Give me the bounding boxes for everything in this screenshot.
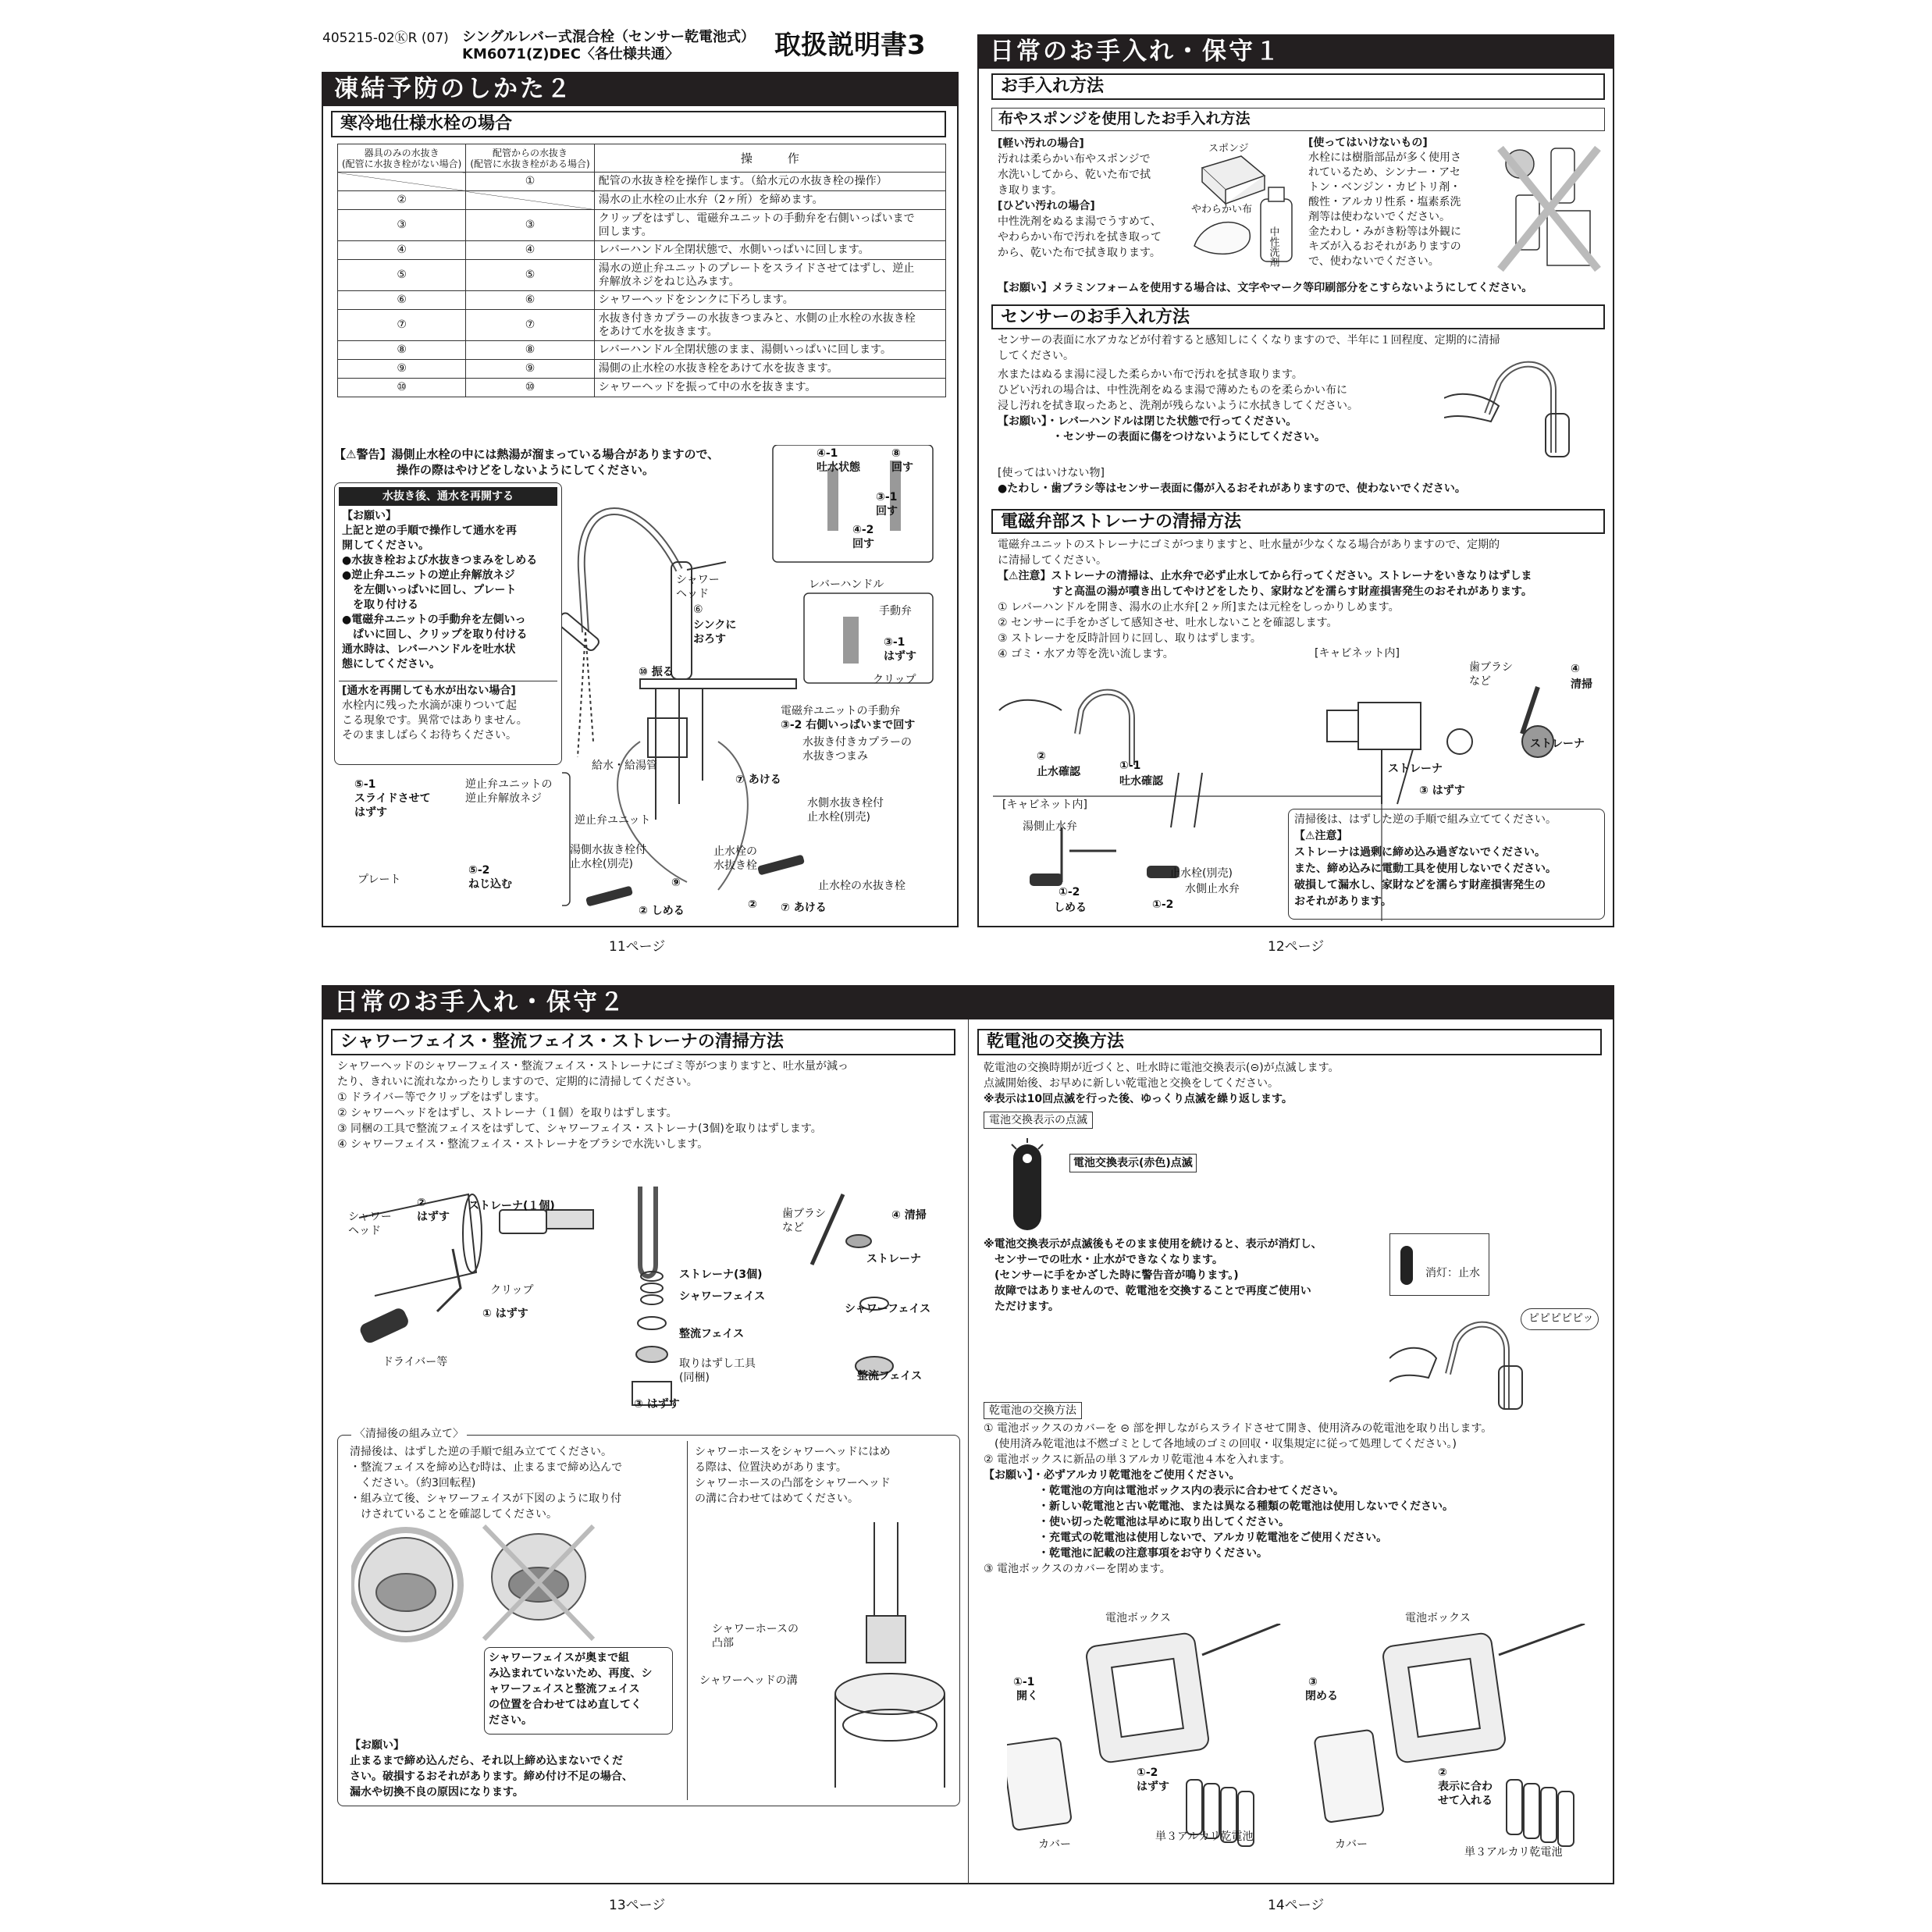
refit-note-text: シャワーフェイスが奥まで組 み込まれていないため、再度、シ ャワーフェイスと整流フェイス の位置を合わせてはめ直してく ださい。	[489, 1652, 653, 1727]
lbl-stopw1: 水側水抜き栓付	[807, 797, 884, 809]
lbl13-strainer: ストレーナ	[866, 1253, 921, 1265]
lbl-coupler2: 水抜きつまみ	[802, 750, 868, 763]
lbl14-cover2: カバー	[1335, 1838, 1368, 1851]
lbl-slide2: はずす	[354, 806, 387, 819]
model-name: KM6071(Z)DEC〈各仕様共通〉	[462, 46, 679, 62]
table-cell: ⑩	[338, 379, 466, 397]
lbl-shake: ⑩ 振る	[639, 666, 674, 678]
lbl13-sface2: シャワーフェイス	[845, 1303, 931, 1315]
table-cell: ①	[466, 173, 594, 191]
dont-use-text: [使ってはいけないもの] 水栓には樹脂部品が多く使用さ れているため、シンナー・アセ トン・ベンジン・カビトリ剤・ 酸性・アルカリ性系・塩素系洗 剤等は使わないでください。 金たわし・みがき粉等は外観に キズが入るおそれがありますの で、使わないでください。	[1308, 137, 1461, 268]
prohibited-items-illustration	[1493, 141, 1606, 277]
lbl-open7b: ⑦ あける	[781, 902, 827, 914]
page-number-11: 11ページ	[609, 939, 666, 955]
lbl13-str1: ストレーナ(１個)	[468, 1200, 555, 1212]
battery-indicator-illustration	[1005, 1137, 1052, 1230]
lbl13-s3: ③ はずす	[634, 1398, 680, 1411]
lbl-drain2: 水抜き栓	[713, 859, 757, 872]
refill-lines: 【お願い】 上記と逆の手順で操作して通水を再 開してください。 ●水抜き栓および水抜きつまみをしめる ●逆止弁ユニットの逆止弁解放ネジ を左側いっぱいに回し、プレート を取り付ける ●電磁弁ユニットの手動弁を左側いっ ぱいに回し、クリップを取り付ける 通水時は、レバーハンドルを吐水状 態にしてください。	[342, 510, 538, 671]
lbl14-disp1: 表示に合わ	[1438, 1781, 1493, 1793]
lbl-s32: ③-2 右側いっぱいまで回す	[781, 719, 916, 731]
lbl-coupler1: 水抜き付きカプラーの	[802, 736, 912, 749]
lbl13-driver: ドライバー等	[382, 1356, 448, 1368]
table-cell: ③	[466, 210, 594, 241]
blink-title: 電池交換表示の点滅	[984, 1112, 1093, 1129]
lbl-s6: ⑥	[693, 603, 703, 616]
table-cell: ④	[466, 241, 594, 260]
lbl-s51: ⑤-1	[354, 778, 376, 791]
blink-label: 電池交換表示(赤色)点滅	[1069, 1154, 1197, 1172]
lbl-stopw2: 止水栓(別売)	[807, 811, 870, 824]
battery-box-illustration-close	[1304, 1624, 1600, 1858]
table-cell: ⑧	[338, 341, 466, 360]
lbl-stoph2: 止水栓(別売)	[570, 858, 633, 870]
hose-text: シャワーホースをシャワーヘッドにはめ る際は、位置決めがあります。 シャワーホースの凸部をシャワーヘッド の溝に合わせてはめてください。	[695, 1446, 891, 1505]
table-cell: ⑨	[466, 360, 594, 379]
lbl-42b: 回す	[852, 538, 874, 550]
lbl-hazusu: はずす	[884, 650, 916, 663]
sensor-dont-text: [使ってはいけない物] ●たわし・歯ブラシ等はセンサー表面に傷が入るおそれがありますので、使わないでください。	[998, 467, 1466, 495]
lbl13-s1: ① はずす	[482, 1308, 528, 1320]
assemble-title: 〈清掃後の組み立て〉	[351, 1427, 467, 1442]
lbl13-shower1: シャワー	[348, 1211, 392, 1223]
p12-sec3: 電磁弁部ストレーナの清掃方法	[991, 509, 1605, 534]
lbl-shower: シャワー	[676, 574, 720, 586]
page-number-14: 14ページ	[1268, 1898, 1325, 1913]
lbl-box2: 電池ボックス	[1405, 1612, 1471, 1624]
battery-box-illustration-open	[1007, 1624, 1288, 1858]
lbl13-s2: ②	[417, 1197, 426, 1209]
table-cell: ⑨	[338, 360, 466, 379]
lbl-supply: 給水・給湯管	[592, 760, 657, 772]
lbl-hose1: シャワーホースの	[712, 1623, 799, 1635]
page-number-13: 13ページ	[609, 1898, 666, 1913]
lbl-clean: 清掃	[1571, 678, 1592, 691]
lbl-lever: レバーハンドル	[809, 578, 884, 591]
lbl-release2: 逆止弁解放ネジ	[465, 792, 542, 805]
table-cell	[466, 191, 594, 210]
lbl-slide1: スライドさせて	[354, 792, 431, 805]
table-cell: ⑥	[466, 291, 594, 310]
noflow-notice: [通水を再開しても水が出ない場合] 水栓内に残った水滴が凍りついて起 こる現象です。異常ではありません。 そのまましばらくお待ちください。	[342, 685, 528, 742]
lbl14-cover1: カバー	[1038, 1838, 1071, 1851]
assemble-text: 清掃後は、はずした逆の手順で組み立ててください。 ・整流フェイスを締め込む時は、止まるまで締め込んで ください。（約3回転程) ・組み立て後、シャワーフェイスが下図のように取り付 けされていることを確認してください。	[350, 1446, 623, 1521]
doc-code: 405215-02ⓀR (07)	[322, 30, 449, 46]
lbl-release1: 逆止弁ユニットの	[465, 778, 553, 791]
table-cell: ⑤	[466, 260, 594, 291]
how-title: 乾電池の交換方法	[984, 1402, 1082, 1419]
lbl-sink1: シンクに	[693, 619, 737, 632]
lbl13-str3: ストレーナ(3個)	[679, 1268, 763, 1281]
lbl-solenoid: 電磁弁ユニットの手動弁	[781, 705, 901, 717]
lbl13-sface: シャワーフェイス	[679, 1290, 766, 1303]
p11-subtitle: 寒冷地仕様水栓の場合	[331, 111, 946, 137]
lbl14-close: 閉める	[1305, 1690, 1338, 1703]
table-cell: 配管の水抜き栓を操作します。（給水元の水抜き栓の操作）	[594, 173, 945, 191]
lbl-spout: 吐水確認	[1119, 775, 1163, 788]
lbl-cloth: やわらかい布	[1191, 204, 1253, 215]
lbl14-open: 開く	[1016, 1690, 1038, 1703]
lbl13-tool1: 取りはずし工具	[679, 1357, 756, 1370]
lbl-hot: 湯側止水弁	[1023, 820, 1077, 833]
page-number-12: 12ページ	[1268, 939, 1325, 955]
lbl13-tool2: (同梱)	[679, 1372, 710, 1384]
please-text: 【お願い】 止まるまで締め込んだら、それ以上締め込まないでくだ さい。破損するおそれがあります。締め付け不足の場合、 漏水や切換不良の原因になります。	[350, 1739, 633, 1799]
lbl-clip: クリップ	[873, 674, 916, 686]
table-cell: ⑦	[338, 310, 466, 341]
melamine-note: 【お願い】メラミンフォームを使用する場合は、文字やマーク等印刷部分をこすらないようにしてください。	[998, 282, 1533, 294]
lbl14-remove: はずす	[1137, 1781, 1169, 1793]
lbl-42: ④-2	[852, 524, 874, 536]
p11-warning-line1: 【⚠警告】湯側止水栓の中には熱湯が溜まっている場合がありますので、	[334, 447, 720, 461]
lbl13-brush1: 歯ブラシ	[782, 1208, 826, 1220]
strainer-clean-text: 電磁弁ユニットのストレーナにゴミがつまりますと、吐水量が少なくなる場合がありますので、定期的 に清掃してください。 【⚠注意】ストレーナの清掃は、止水弁で必ず止水してから行ってください。ストレーナをいきなりはずしま すと高温の湯が噴き出してやけどをしたり、家財などを濡らす財産損害発生のおそれがあります。 ① レバーハンドルを開き、湯水の止水弁[２ヶ所]または元栓をしっかりしめます。 ② センサーに手をかざして感知させ、吐水しないことを確認します。 ③ ストレーナを反時計回りに回し、取りはずします。 ④ ゴミ・水アカ等を洗い流します。	[998, 539, 1532, 660]
lbl-stoph1: 湯側水抜き栓付	[570, 844, 646, 856]
col-header-operation: 操 作	[594, 144, 945, 173]
battery-warning: ※電池交換表示が点滅後もそのまま使用を続けると、表示が消灯し、 センサーでの吐水・止水ができなくなります。 (センサーに手をかざした時に警告音が鳴ります。) 故障ではありませんので、乾電池を交換することで再度ご使用い ただけます。	[984, 1238, 1322, 1313]
table-cell: 水抜き付きカプラーの水抜きつまみと、水側の止水栓の水抜き栓 をあけて水を抜きます。	[594, 310, 945, 341]
lbl14-batt1: 単３アルカリ乾電池	[1155, 1831, 1254, 1843]
lbl-strainer2: ストレーナ	[1388, 763, 1443, 775]
lbl-close12: しめる	[1054, 902, 1087, 914]
lbl-beep: ピピピピピッ	[1528, 1312, 1594, 1325]
lbl-8b: 回す	[891, 461, 913, 474]
lbl-s31: ③-1	[884, 636, 906, 649]
lbl-brush1: 歯ブラシ	[1469, 661, 1513, 674]
table-cell: クリップをはずし、電磁弁ユニットの手動弁を右側いっぱいまで 回します。	[594, 210, 945, 241]
p14-intro: 乾電池の交換時期が近づくと、吐水時に電池交換表示(⊝)が点滅します。 点滅開始後、お早めに新しい乾電池と交換をしてください。 ※表示は10回点滅を行った後、ゆっくり点滅を繰り返します。	[984, 1062, 1340, 1105]
lbl13-seiryu: 整流フェイス	[679, 1328, 745, 1340]
sensor-cleaning-illustration	[1444, 351, 1600, 461]
lbl-8: ⑧	[891, 447, 901, 460]
table-cell: ⑥	[338, 291, 466, 310]
lbl-s12: ①-2	[1059, 886, 1080, 898]
lbl-neutral: 中性洗剤	[1267, 226, 1279, 267]
table-cell: シャワーヘッドをシンクに下ろします。	[594, 291, 945, 310]
hose-alignment-illustration	[820, 1522, 960, 1803]
table-cell: 湯側の止水栓の水抜き栓をあけて水を抜きます。	[594, 360, 945, 379]
lbl-waterside: 水側止水弁	[1185, 883, 1240, 895]
lbl-s11-12: ①-1	[1119, 760, 1141, 772]
lbl14-s12: ①-2	[1137, 1767, 1158, 1779]
lbl-check-unit: 逆止弁ユニット	[575, 814, 651, 827]
lbl-manual: 手動弁	[879, 605, 912, 617]
lbl-stop: 止水確認	[1037, 766, 1080, 778]
lbl-s3: ③ はずす	[1419, 785, 1465, 797]
lbl-screw: ねじ込む	[468, 878, 512, 891]
lbl13-hazusu: はずす	[417, 1211, 450, 1223]
how-steps: ① 電池ボックスのカバーを ⊝ 部を押しながらスライドさせて開き、使用済みの乾電池を取り出します。 (使用済み乾電池は不燃ゴミとして各地域のゴミの回収・収集規定に従って処理してください。) ② 電池ボックスに新品の単３アルカリ乾電池４本を入れます。 【お願い】・必ずアルカリ乾電池をご使用ください。 ・乾電池の方向は電池ボックス内の表示に合わせてください。 ・新しい乾電池と古い乾電池、または異なる種類の乾電池は使用しないでください。 ・使い切った乾電池は早めに取り出してください。 ・充電式の乾電池は使用しないで、アルカリ乾電池をご使用ください。 ・乾電池に記載の注意事項をお守りください。 ③ 電池ボックスのカバーを閉めます。	[984, 1422, 1493, 1575]
table-cell: レバーハンドル全閉状態で、水側いっぱいに回します。	[594, 241, 945, 260]
lbl-sponge: スポンジ	[1208, 143, 1249, 155]
lbl-head: ヘッド	[676, 588, 709, 600]
table-cell: ⑩	[466, 379, 594, 397]
lbl13-seiryu2: 整流フェイス	[857, 1370, 923, 1382]
after-clean-text: 清掃後は、はずした逆の手順で組み立ててください。 【⚠注意】 ストレーナは過剰に締め込み過ぎないでください。 また、締め込みに電動工具を使用しないでください。 破損して漏水し、家財などを濡らす財産損害発生の おそれがあります。	[1294, 813, 1557, 908]
table-cell: 湯水の止水栓の止水弁（2ヶ所）を締めます。	[594, 191, 945, 210]
table-cell	[338, 173, 466, 191]
lbl-off: 消灯：止水	[1425, 1267, 1480, 1279]
p13-instructions: シャワーヘッドのシャワーフェイス・整流フェイス・ストレーナにゴミ等がつまりますと、吐水量が減っ たり、きれいに流れなかったりしますので、定期的に清掃してください。 ① ドライバー等でクリップをはずします。 ② シャワーヘッドをはずし、ストレーナ（１個）を取りはずします。 ③ 同梱の工具で整流フェイスをはずして、シャワーフェイス・ストレーナ(3個)を取りはずします。 ④ シャワーフェイス・整流フェイス・ストレーナをブラシで水洗いします。	[337, 1060, 849, 1151]
lbl13-clip: クリップ	[490, 1284, 534, 1297]
lbl-groove: シャワーヘッドの溝	[699, 1674, 798, 1687]
lbl-hose2: 凸部	[712, 1637, 734, 1649]
sensor-care-text: センサーの表面に水アカなどが付着すると感知しにくくなりますので、半年に１回程度、定期的に清掃 してください。 水またはぬるま湯に浸した柔らかい布で汚れを拭き取ります。 ひどい汚れの場合は、中性洗剤をぬるま湯で薄めたものを柔らかい布に 浸し汚れを拭き取ったあと、洗剤が残らないように水拭きしてください。 【お願い】・レバーハンドルは閉じた状態で行ってください。 ・センサーの表面に傷をつけないようにしてください。	[998, 334, 1500, 443]
drain-operation-table	[337, 144, 946, 397]
light-dirt-text: [軽い汚れの場合] 汚れは柔らかい布やスポンジで 水洗いしてから、乾いた布で拭 き取ります。 [ひどい汚れの場合] 中性洗剤をぬるま湯でうすめて、 やわらかい布で汚れを拭き取って から、乾いた布で拭き取ります。	[998, 137, 1162, 259]
lbl-plate: プレート	[358, 873, 401, 886]
lbl13-s4: ④ 清掃	[891, 1209, 927, 1222]
lbl-drain1: 止水栓の	[713, 845, 757, 858]
page-11-title: 凍結予防のしかた２	[322, 72, 959, 106]
p13-sec: シャワーフェイス・整流フェイス・ストレーナの清掃方法	[331, 1029, 955, 1055]
p12-sec2: センサーのお手入れ方法	[991, 304, 1605, 329]
table-cell: ②	[338, 191, 466, 210]
col-header-fixture: 器具のみの水抜き (配管に水抜き栓がない場合)	[338, 144, 466, 173]
col-header-pipe: 配管からの水抜き (配管に水抜き栓がある場合)	[466, 144, 594, 173]
lbl13-shower2: ヘッド	[348, 1225, 381, 1237]
lbl-41: ④-1	[817, 447, 838, 460]
lbl-open7: ⑦ あける	[735, 774, 781, 786]
table-cell: ⑦	[466, 310, 594, 341]
p12-sec1: お手入れ方法	[991, 73, 1605, 100]
lbl-41b: 吐水状態	[817, 461, 860, 474]
page-13-title: 日常のお手入れ・保守２	[322, 985, 1614, 1019]
p11-warning-line2: 操作の際はやけどをしないようにしてください。	[397, 463, 655, 477]
lbl-cab2: [キャビネット内]	[1002, 799, 1087, 811]
lbl14-s11: ①-1	[1013, 1676, 1035, 1688]
lbl-s12b: ①-2	[1152, 898, 1174, 911]
table-cell: レバーハンドル全閉状態のまま、湯側いっぱいに回します。	[594, 341, 945, 360]
lbl14-s3: ③	[1308, 1676, 1318, 1688]
lbl-sink2: おろす	[693, 633, 726, 646]
sensor-hand-illustration	[1389, 1311, 1530, 1413]
table-cell: シャワーヘッドを振って中の水を抜きます。	[594, 379, 945, 397]
lbl-s2: ②	[748, 898, 757, 911]
table-cell: ⑧	[466, 341, 594, 360]
shower-face-ok-ng	[351, 1522, 609, 1655]
lbl-drainplug: 止水栓の水抜き栓	[818, 880, 906, 892]
page-12-title: 日常のお手入れ・保守１	[977, 34, 1614, 69]
lbl-s52: ⑤-2	[468, 864, 490, 877]
lbl-brush2: など	[1469, 675, 1491, 688]
lbl-strainer: ストレーナ	[1530, 738, 1585, 750]
lbl-s2-12: ②	[1037, 750, 1046, 763]
lbl-s4: ④	[1571, 663, 1580, 675]
lbl-s9: ⑨	[671, 877, 681, 889]
lbl14-batt2: 単３アルカリ乾電池	[1464, 1846, 1563, 1859]
table-cell: ③	[338, 210, 466, 241]
table-cell: ④	[338, 241, 466, 260]
p12-sec1a: 布やスポンジを使用したお手入れ方法	[991, 108, 1605, 131]
lbl13-brush2: など	[782, 1222, 804, 1234]
lbl-close2: ② しめる	[639, 905, 685, 917]
lbl-box1: 電池ボックス	[1105, 1612, 1171, 1624]
product-name: シングルレバー式混合栓（センサー乾電池式）	[462, 29, 755, 45]
lbl-31b: 回す	[876, 505, 898, 518]
lbl-31: ③-1	[876, 491, 898, 503]
table-cell: ⑤	[338, 260, 466, 291]
lbl-cabinet: [キャビネット内]	[1315, 647, 1400, 660]
refill-title: 水抜き後、通水を再開する	[339, 487, 557, 506]
lbl14-s2: ②	[1438, 1767, 1447, 1779]
doc-title: 取扱説明書3	[774, 30, 926, 61]
lbl14-disp2: せて入れる	[1438, 1795, 1493, 1807]
p14-sec: 乾電池の交換方法	[977, 1029, 1602, 1055]
table-cell: 湯水の逆止弁ユニットのプレートをスライドさせてはずし、逆止 弁解放ネジをねじ込みます。	[594, 260, 945, 291]
lbl-stopvalve: 止水栓(別売)	[1169, 867, 1233, 880]
